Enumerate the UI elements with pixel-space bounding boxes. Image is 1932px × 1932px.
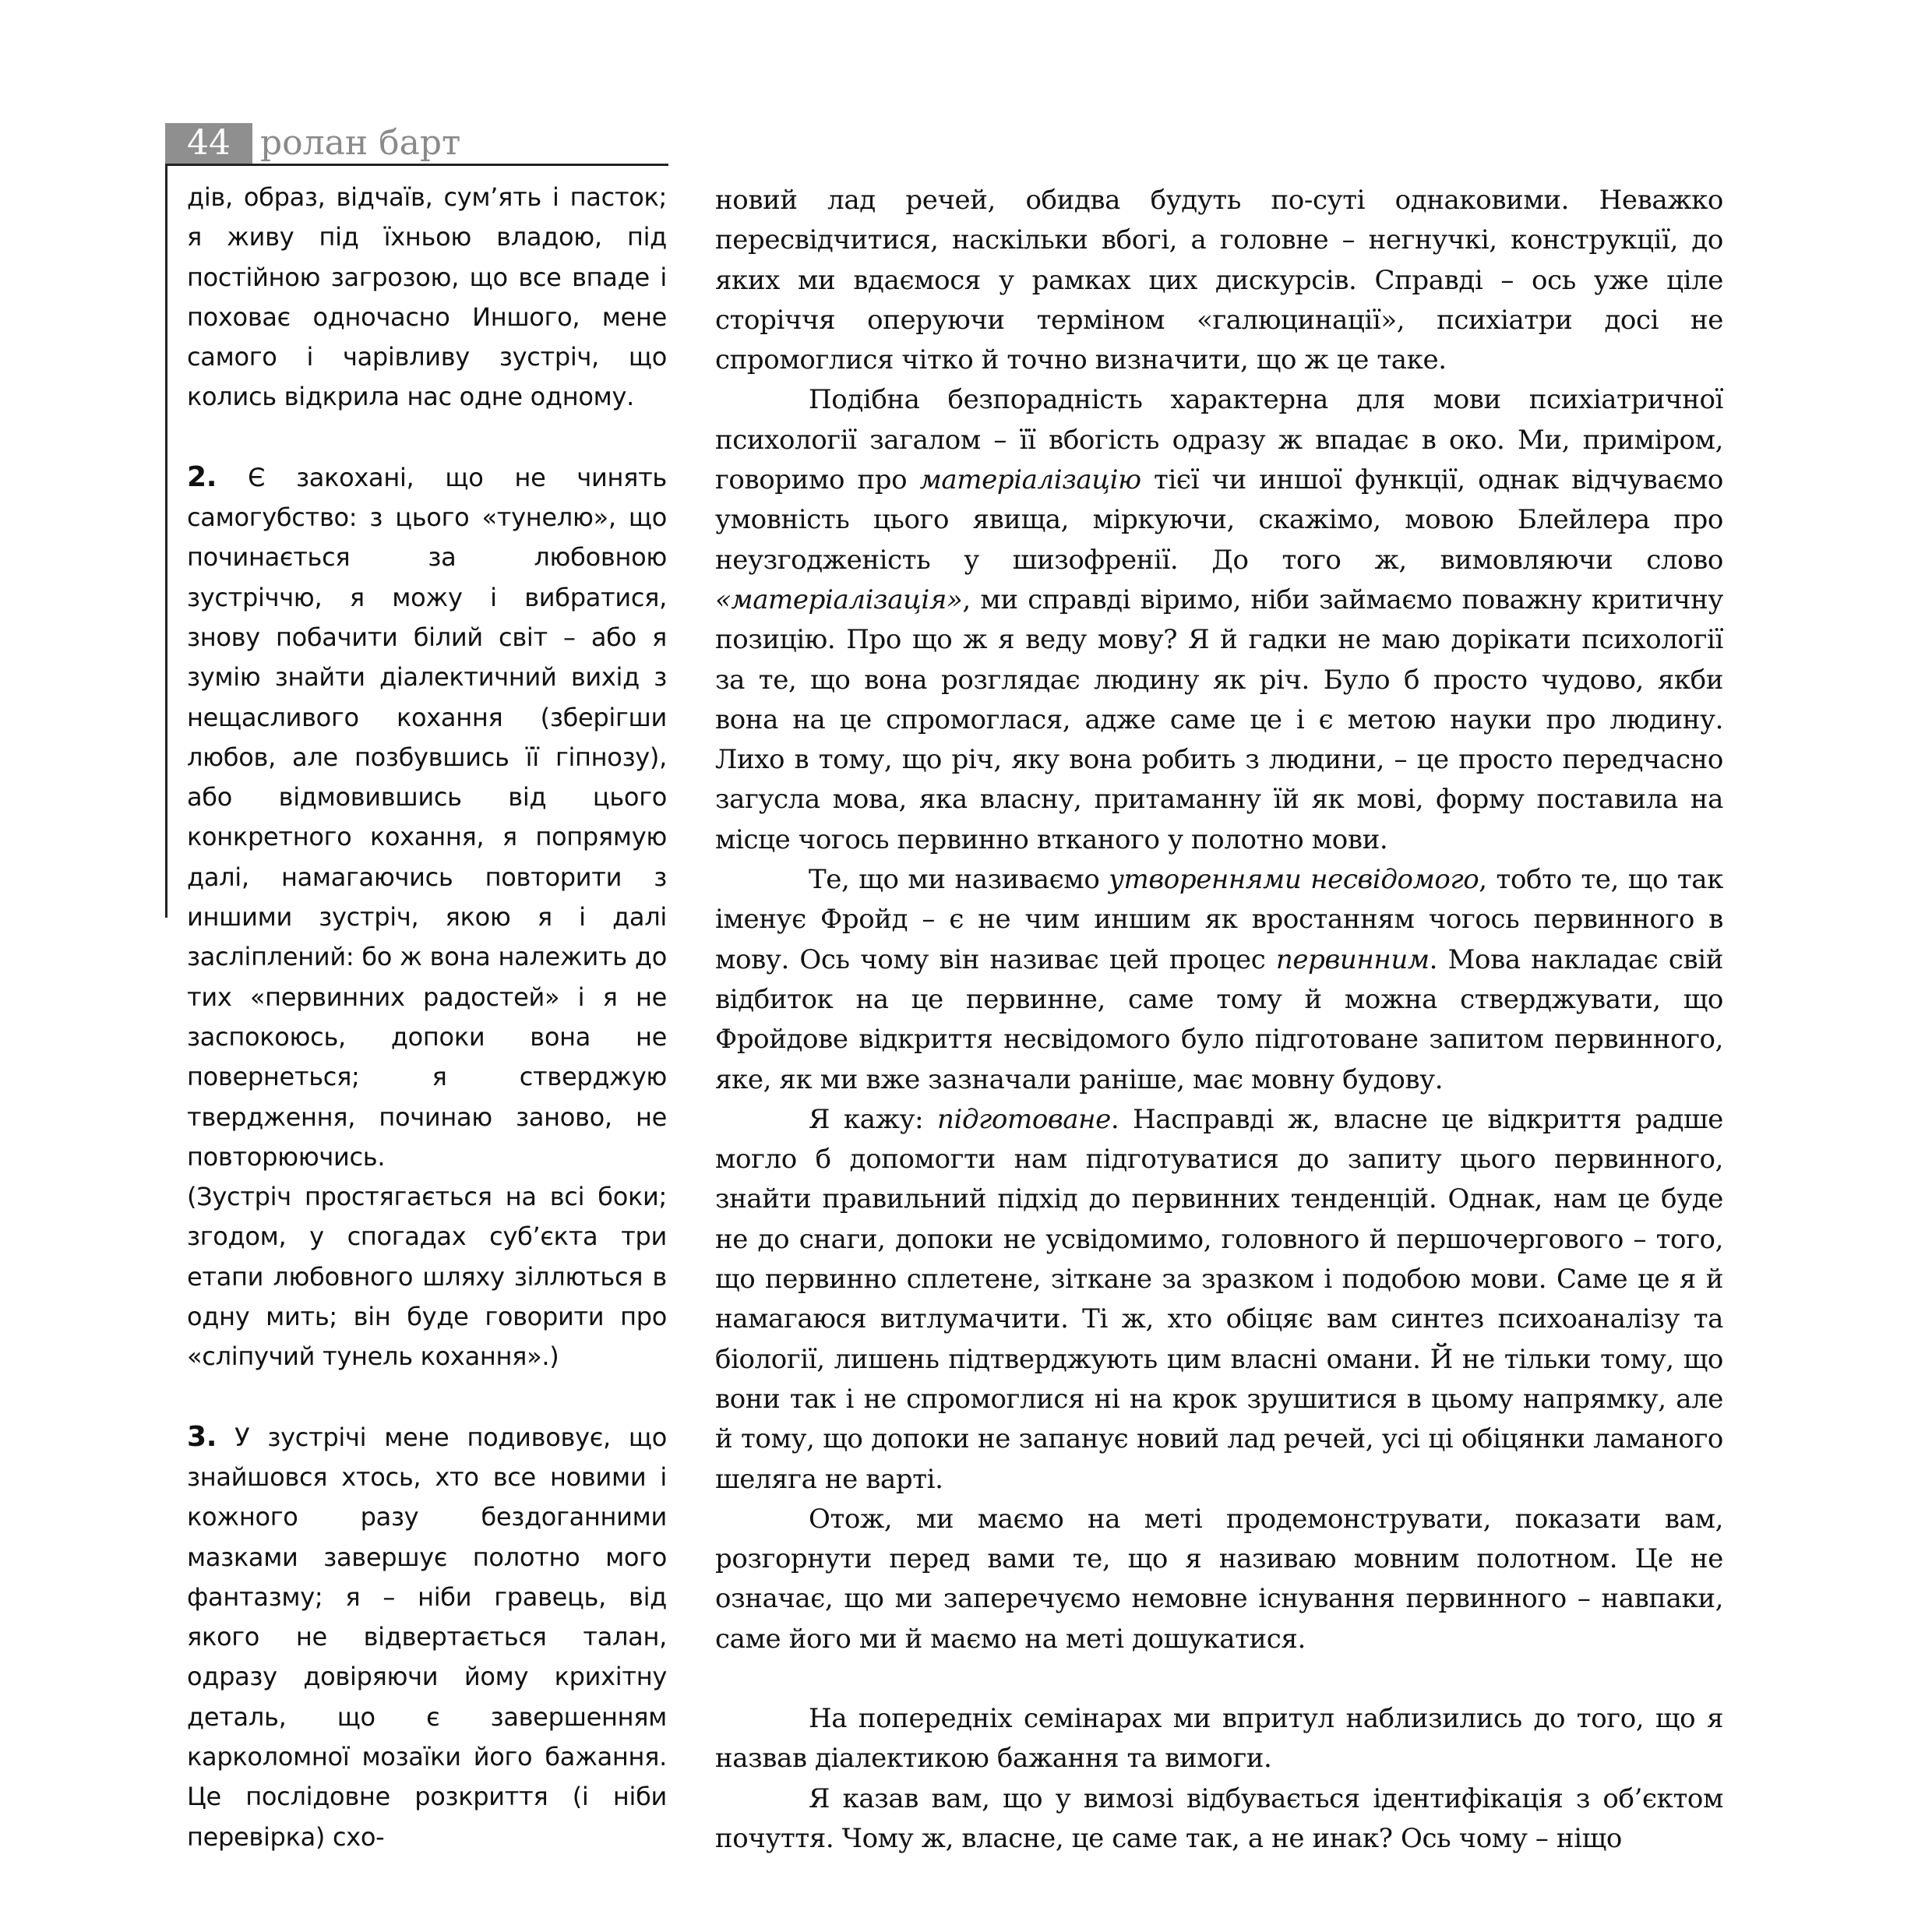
emphasis: утвореннями несвідомого <box>1109 864 1479 896</box>
main-paragraph-6: На попередніх семінарах ми впритул наблизились до того, що я назвав діалектикою бажання та вимоги. <box>715 1702 1723 1775</box>
emphasis: підготоване <box>937 1103 1111 1135</box>
text-run: Я кажу: <box>809 1103 937 1135</box>
emphasis: матеріалізацію <box>919 464 1141 496</box>
sidebar-paragraph-3-text: У зустрічі мене подивовує, що знайшовся хтось, хто все новими і кожного разу бездоганними мазками завершує полотно мого фантазму; я – ніби гравець, від якого не відвертається талан, одразу довіряючи йому крихітну деталь, що є завершенням карколомної мозаїки його бажання. Це послідовне розкриття (і ніби перевірка) схо- <box>187 1422 667 1852</box>
main-paragraph-5: Отож, ми маємо на меті продемонструвати, показати вам, розгорнути перед вами те, що я називаю мовним полотном. Це не означає, що ми заперечуємо немовне існування первинного – навпаки, саме його ми й маємо на меті дошукатися. <box>715 1503 1723 1655</box>
section-number-2: 2. <box>187 460 217 493</box>
emphasis: первинним <box>1275 943 1430 975</box>
text-run: . Мова накладає свій відбиток на це первинне, саме тому й можна стверджувати, що Фройдове відкриття несвідомого було підготоване запитом первинного, яке, як ми вже зазначали раніше, має мовну будову. <box>715 943 1723 1095</box>
sidebar-paragraph-1: дів, образ, відчаїв, сум’ять і пасток; я живу під їхньою владою, під постійною загрозою, що все впаде і поховає одночасно Иншого, мене самого і чарівливу зустріч, що колись відкрила нас одне одному. <box>187 182 667 412</box>
sidebar-paragraph-2 <box>187 457 667 1177</box>
main-paragraph-3 <box>715 860 1723 1100</box>
sidebar-paragraph-2-note: (Зустріч простягається на всі боки; згодом, у спогадах суб’єкта три етапи любовного шляху зіллються в одну мить; він буде говорити про «сліпучий тунель кохання».) <box>187 1182 667 1372</box>
sidebar-paragraph-3 <box>187 1417 667 1857</box>
text-run: , ми справді віримо, ніби займаємо поважну критичну позицію. Про що ж я веду мову? Я й гадки не маю дорікати психології за те, що вона розглядає людину як річ. Було б просто чудово, якби вона на це спромоглася, адже саме це і є метою науки про людину. Лихо в тому, що річ, яку вона робить з людини, – це просто передчасно загусла мова, яка власну, притаманну їй як мові, форму поставила на місце чогось первинно вткaного у полотно мови. <box>715 583 1723 855</box>
main-column <box>715 181 1723 1859</box>
text-run: тієї чи иншої функції, однак відчуваємо умовність цього явища, міркуючи, скажімо, мовою Блейлера про неузгодженість у шизофренії. До того ж, вимовляючи слово <box>715 464 1723 576</box>
main-paragraph-4 <box>715 1100 1723 1500</box>
sidebar-column <box>187 178 667 1857</box>
sidebar-rule <box>165 164 167 918</box>
main-paragraph-1: новий лад речей, обидва будуть по-суті однаковими. Неважко пересвідчитися, наскільки вбогі, а головне – негнучкі, конструкції, до яких ми вдаємося у рамках цих дискурсів. Справді – ось уже ціле сторіччя оперуючи терміном «галюцинації», психіатри досі не спромоглися чітко й точно визначити, що ж це таке. <box>715 185 1723 376</box>
main-paragraph-7: Я казав вам, що у вимозі відбувається ідентифікація з об’єктом почуття. Чому ж, власне, це саме так, а не инак? Ось чому – ніщо <box>715 1782 1723 1854</box>
main-paragraph-2 <box>715 380 1723 860</box>
running-header <box>165 123 460 164</box>
text-run: Подібна безпорадність характерна для мови психіатричної психології загалом – її вбогість одразу ж впадає в око. Ми, приміром, говоримо про <box>715 384 1723 496</box>
sidebar-paragraph-2-text: Є закохані, що не чинять самогубство: з цього «тунелю», що починається за любовною зустріччю, я можу і вибратися, знову побачити білий світ – або я зумію знайти діалектичний вихід з нещасливого кохання (зберігши любов, але позбувшись її гіпнозу), або відмовившись від цього конкретного кохання, я попрямую далі, намагаючись повторити з иншими зустріч, якою я і далі засліплений: бо ж вона належить до тих «первинних радостей» і я не заспокоюсь, допоки вона не повернеться; я стверджую твердження, починаю заново, не повторюючись. <box>187 462 667 1172</box>
header-rule <box>165 164 668 166</box>
section-number-3: 3. <box>187 1420 217 1453</box>
text-run: . Насправді ж, власне це відкриття радше могло б допомогти нам підготуватися до запиту цього первинного, знайти правильний підхід до первинних тенденцій. Однак, нам це буде не до снаги, допоки не усвідомимо, головного й першочергового – того, що первинно сплетене, зіткане за зразком і подобою мови. Саме це я й намагаюся витлумачити. Ті ж, хто обіцяє вам синтез психоаналізу та біології, лишень підтверджують цим власні омани. Й не тільки тому, що вони так і не спромоглися ні на крок зрушитися в цьому напрямку, але й тому, що допоки не запанує новий лад речей, усі ці обіцянки ламаного шеляга не варті. <box>715 1103 1723 1495</box>
page-number: 44 <box>165 123 252 164</box>
text-run: , тобто те, що так іменує Фройд – є не чим иншим як вростанням чогось первинного в мову. Ось чому він називає цей процес <box>715 864 1723 975</box>
emphasis: «матеріалізація» <box>715 583 963 615</box>
text-run: Те, що ми називаємо <box>809 864 1109 896</box>
running-title: ролан барт <box>260 123 461 163</box>
